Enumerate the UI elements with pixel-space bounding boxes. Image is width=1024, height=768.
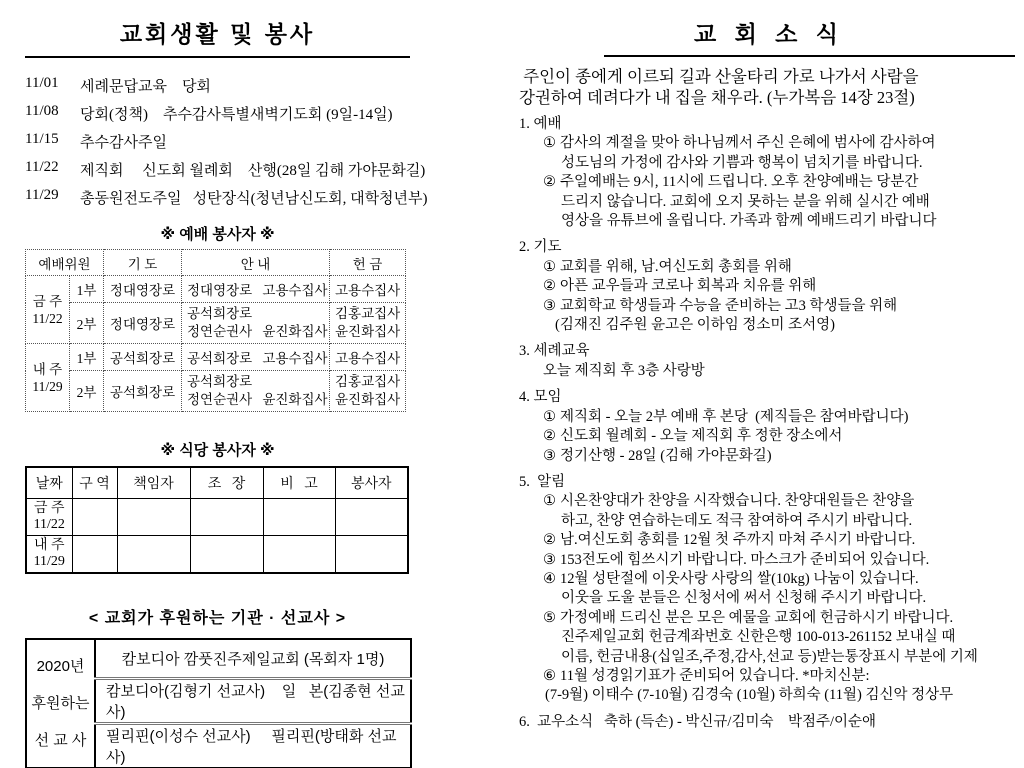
section-heading: 5. 알림 bbox=[519, 473, 566, 490]
item-line: ① 제직회 - 오늘 2부 예배 후 본당 (제직들은 참여바랍니다) bbox=[543, 408, 909, 425]
worship-offering-cell: 고용수집사 bbox=[330, 276, 406, 303]
item-marker: ⑤ bbox=[543, 609, 556, 626]
item-marker: ① bbox=[543, 258, 556, 275]
item-marker: ② bbox=[543, 532, 556, 549]
dining-empty-cell bbox=[190, 499, 263, 536]
worship-offering-cell: 김홍교집사 윤진화집사 bbox=[330, 303, 406, 344]
worship-header-prayer: 기 도 bbox=[104, 250, 182, 276]
schedule-row bbox=[25, 131, 477, 159]
item-line: 이웃을 도울 분들은 신청서에 써서 신청해 주시기 바랍니다. bbox=[561, 590, 927, 607]
item-line: (7-9월) 이태수 (7-10월) 김경숙 (10월) 하희숙 (11월) 김신악 정상무 bbox=[545, 687, 954, 704]
dining-empty-cell bbox=[190, 536, 263, 574]
item-marker: ② bbox=[543, 174, 556, 191]
worship-part-cell: 2부 bbox=[70, 303, 104, 344]
item-line: ⑥ 11월 성경읽기표가 준비되어 있습니다. *마치신분: bbox=[543, 667, 870, 684]
section-baptism-class bbox=[519, 342, 1019, 381]
worship-prayer-cell: 공석희장로 bbox=[104, 344, 182, 371]
dining-date-cell: 금 주 11/22 bbox=[26, 499, 72, 536]
dining-header: 비 고 bbox=[263, 467, 335, 499]
schedule-row bbox=[25, 159, 477, 187]
worship-week-cell: 내 주 11/29 bbox=[26, 344, 70, 412]
worship-guide-cell: 정대영장로 고용수집사 bbox=[182, 276, 330, 303]
item-marker: ③ bbox=[543, 447, 556, 464]
dining-date-cell: 내 주 11/29 bbox=[26, 536, 72, 574]
worship-prayer-cell: 정대영장로 bbox=[104, 303, 182, 344]
dining-empty-cell bbox=[263, 499, 335, 536]
worship-guide-cell: 공석희장로 정연순권사 윤진화집사 bbox=[182, 303, 330, 344]
item-line: ① 감사의 계절을 맞아 하나님께서 주신 은혜에 범사에 감사하여 bbox=[543, 135, 936, 152]
worship-header-offering: 헌 금 bbox=[330, 250, 406, 276]
left-title-rule bbox=[25, 56, 410, 58]
section-announcements bbox=[519, 473, 1019, 706]
worship-volunteers-heading: ※ 예배 봉사자 ※ bbox=[160, 226, 275, 243]
schedule-row bbox=[25, 103, 477, 131]
support-side-cell: 2020년 후원하는 선 교 사 bbox=[26, 639, 95, 768]
worship-part-cell: 2부 bbox=[70, 371, 104, 412]
news-sections bbox=[519, 115, 1019, 732]
item-line: ⑤ 가정예배 드리신 분은 모은 예물을 교회에 헌금하시기 바랍니다. bbox=[543, 609, 954, 626]
item-marker: ① bbox=[543, 493, 556, 510]
dining-empty-cell bbox=[335, 499, 408, 536]
dining-header: 책임자 bbox=[117, 467, 190, 499]
worship-offering-cell: 김홍교집사 윤진화집사 bbox=[330, 371, 406, 412]
item-marker: ③ bbox=[543, 297, 556, 314]
schedule-date: 11/29 bbox=[25, 187, 59, 203]
schedule-text: 총동원전도주일 성탄장식(청년남신도회, 대학청년부) bbox=[80, 191, 428, 207]
section-heading: 3. 세례교육 bbox=[519, 343, 590, 360]
item-line: (김재진 김주원 윤고은 이하임 정소미 조서영) bbox=[555, 317, 835, 334]
item-line: ③ 153전도에 힘쓰시기 바랍니다. 마스크가 준비되어 있습니다. bbox=[543, 551, 930, 568]
schedule-list bbox=[25, 75, 477, 215]
item-marker: ② bbox=[543, 428, 556, 445]
item-line: 성도님의 가정에 감사와 기쁨과 행복이 넘치기를 바랍니다. bbox=[561, 154, 923, 171]
support-row: 캄보디아(김형기 선교사) 일 본(김종현 선교사) bbox=[95, 679, 411, 724]
item-line: 이름, 헌금내용(십일조,주정,감사,선교 등)받는통장표시 부분에 기제 bbox=[561, 648, 978, 665]
section-worship bbox=[519, 115, 1019, 231]
item-marker: ② bbox=[543, 278, 556, 295]
schedule-date: 11/01 bbox=[25, 75, 59, 91]
item-line: 영상을 유튜브에 올립니다. 가족과 함께 예배드리기 바랍니다 bbox=[561, 213, 937, 230]
schedule-date: 11/22 bbox=[25, 159, 59, 175]
dining-volunteers-table bbox=[25, 466, 409, 574]
section-heading: 2. 기도 bbox=[519, 239, 562, 256]
item-line: ② 신도회 월례회 - 오늘 제직회 후 정한 장소에서 bbox=[543, 428, 843, 445]
worship-header-guide: 안 내 bbox=[182, 250, 330, 276]
worship-guide-cell: 공석희장로 정연순권사 윤진화집사 bbox=[182, 371, 330, 412]
item-line: ③ 정기산행 - 28일 (김해 가야문화길) bbox=[543, 447, 772, 464]
item-line: ① 시온찬양대가 찬양을 시작했습니다. 찬양대원들은 찬양을 bbox=[543, 493, 915, 510]
worship-volunteers-table bbox=[25, 249, 406, 412]
worship-prayer-cell: 정대영장로 bbox=[104, 276, 182, 303]
item-marker: ⑥ bbox=[543, 667, 556, 684]
item-marker: ① bbox=[543, 408, 556, 425]
dining-empty-cell bbox=[117, 536, 190, 574]
dining-empty-cell bbox=[117, 499, 190, 536]
item-line: ④ 12월 성탄절에 이웃사랑 사랑의 쌀(10kg) 나눔이 있습니다. bbox=[543, 570, 919, 587]
dining-header: 봉사자 bbox=[335, 467, 408, 499]
worship-header-committee: 예배위원 bbox=[26, 250, 104, 276]
worship-week-cell: 금 주 11/22 bbox=[26, 276, 70, 344]
section-meetings bbox=[519, 388, 1019, 466]
section-heading: 1. 예배 bbox=[519, 116, 562, 132]
item-marker: ③ bbox=[543, 551, 556, 568]
schedule-text: 세례문답교육 당회 bbox=[80, 79, 211, 95]
left-column-title: 교회생활 및 봉사 bbox=[119, 21, 316, 47]
schedule-text: 당회(정책) 추수감사특별새벽기도회 (9일-14일) bbox=[80, 107, 393, 123]
dining-empty-cell bbox=[72, 499, 117, 536]
dining-empty-cell bbox=[335, 536, 408, 574]
item-line: 진주제일교회 헌금계좌번호 신한은행 100-013-261152 보내실 때 bbox=[561, 629, 956, 646]
item-line: ① 교회를 위해, 남.여신도회 총회를 위해 bbox=[543, 258, 792, 275]
item-line: 드리지 않습니다. 교회에 오지 못하는 분을 위해 실시간 예배 bbox=[561, 193, 930, 210]
worship-guide-cell: 공석희장로 고용수집사 bbox=[182, 344, 330, 371]
dining-header: 날짜 bbox=[26, 467, 72, 499]
dining-empty-cell bbox=[72, 536, 117, 574]
scripture-verse: 주인이 종에게 이르되 길과 산울타리 가로 나가서 사람을 강권하여 데려다가 내 집을 채우라. (누가복음 14장 23절) bbox=[519, 67, 919, 107]
support-heading: < 교회가 후원하는 기관 · 선교사 > bbox=[88, 610, 347, 627]
support-row: 필리핀(이성수 선교사) 필리핀(방태화 선교사) bbox=[95, 724, 411, 768]
item-line: ② 아픈 교우들과 코로나 회복과 치유를 위해 bbox=[543, 278, 817, 295]
right-column bbox=[519, 16, 1019, 732]
schedule-date: 11/08 bbox=[25, 103, 59, 119]
item-line: 오늘 제직회 후 3층 사랑방 bbox=[543, 362, 705, 379]
schedule-row bbox=[25, 187, 477, 215]
section-member-news bbox=[519, 713, 1019, 732]
dining-empty-cell bbox=[263, 536, 335, 574]
worship-part-cell: 1부 bbox=[70, 276, 104, 303]
section-heading: 6. 교우소식 축하 (득손) - 박신규/김미숙 박점주/이순애 bbox=[519, 713, 877, 730]
support-row: 캄보디아 깜풋진주제일교회 (목회자 1명) bbox=[121, 651, 385, 668]
right-column-title: 교 회 소 식 bbox=[693, 21, 845, 47]
dining-volunteers-heading: ※ 식당 봉사자 ※ bbox=[160, 442, 275, 459]
dining-header: 조 장 bbox=[190, 467, 263, 499]
item-line: ② 남.여신도회 총회를 12월 첫 주까지 마쳐 주시기 바랍니다. bbox=[543, 532, 916, 549]
item-line: ③ 교회학교 학생들과 수능을 준비하는 고3 학생들을 위해 bbox=[543, 297, 898, 314]
worship-offering-cell: 고용수집사 bbox=[330, 344, 406, 371]
dining-header: 구 역 bbox=[72, 467, 117, 499]
section-prayer bbox=[519, 238, 1019, 335]
section-heading: 4. 모임 bbox=[519, 389, 562, 406]
support-table bbox=[25, 638, 412, 768]
item-marker: ① bbox=[543, 135, 556, 152]
item-line: ② 주일예배는 9시, 11시에 드립니다. 오후 찬양예배는 당분간 bbox=[543, 174, 919, 191]
item-marker: ④ bbox=[543, 570, 556, 587]
right-title-rule bbox=[604, 55, 1015, 57]
schedule-date: 11/15 bbox=[25, 131, 59, 147]
item-line: 하고, 찬양 연습하는데도 적극 참여하여 주시기 바랍니다. bbox=[561, 512, 913, 529]
left-column bbox=[25, 16, 477, 768]
schedule-row bbox=[25, 75, 477, 103]
schedule-text: 추수감사주일 bbox=[80, 135, 167, 151]
schedule-text: 제직회 신도회 월례회 산행(28일 김해 가야문화길) bbox=[80, 163, 426, 179]
worship-part-cell: 1부 bbox=[70, 344, 104, 371]
worship-prayer-cell: 공석희장로 bbox=[104, 371, 182, 412]
